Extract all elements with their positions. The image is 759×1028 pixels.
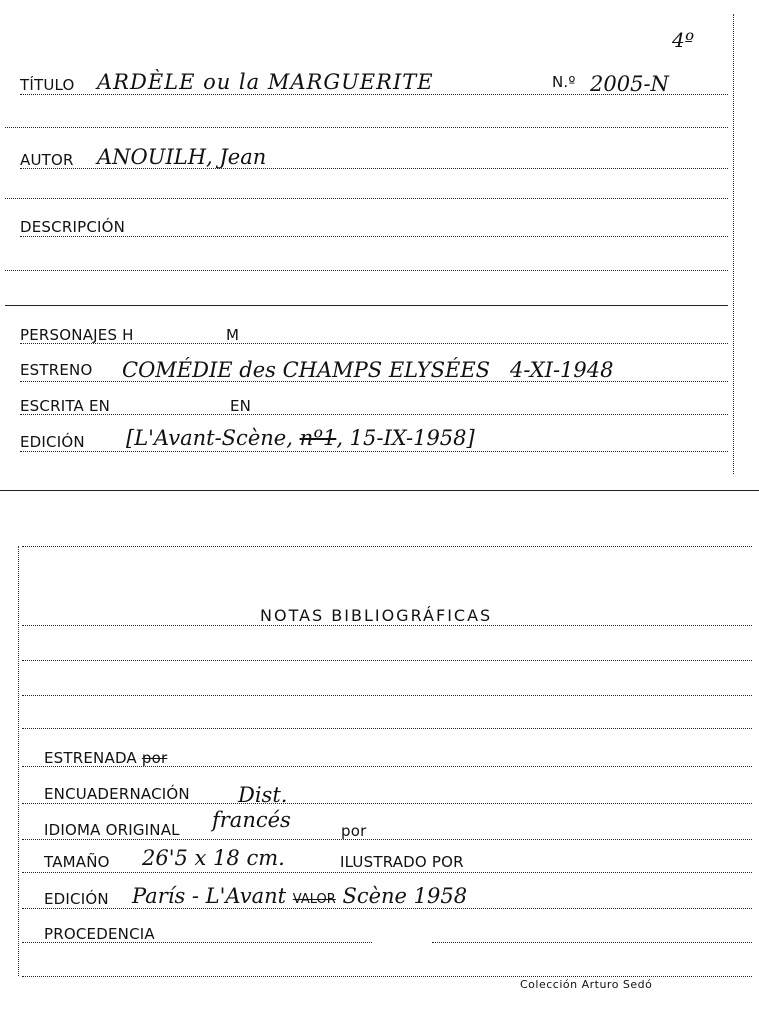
numero-value: 2005-N — [590, 72, 669, 96]
idioma-label: IDIOMA ORIGINAL — [44, 821, 180, 839]
autor-label: AUTOR — [20, 151, 74, 169]
rule-line — [22, 660, 752, 661]
rule-line — [22, 625, 752, 626]
edicion2-struck: VALOR — [292, 892, 336, 907]
estrenada-text: ESTRENADA — [44, 749, 137, 767]
edicion2-label: EDICIÓN — [44, 890, 109, 908]
card-bottom-edge — [22, 976, 752, 977]
estreno-date: 4-XI-1948 — [510, 358, 614, 382]
personajes-line — [20, 343, 728, 344]
personajes-label: PERSONAJES H — [20, 326, 134, 344]
por-label: por — [341, 822, 367, 840]
encuadernacion-value: Dist. — [238, 783, 288, 807]
procedencia-label: PROCEDENCIA — [44, 925, 155, 943]
notas-heading: NOTAS BIBLIOGRÁFICAS — [260, 606, 493, 625]
estreno-value: COMÉDIE des CHAMPS ELYSÉES — [122, 358, 491, 382]
estrenada-line — [22, 766, 752, 767]
encuadernacion-label: ENCUADERNACIÓN — [44, 785, 190, 803]
idioma-line — [22, 839, 752, 840]
procedencia-line — [22, 942, 372, 943]
card-top-right-edge — [733, 14, 734, 474]
edicion-label: EDICIÓN — [20, 433, 85, 451]
collection-footer: Colección Arturo Sedó — [520, 978, 653, 991]
titulo-line — [20, 94, 728, 95]
rule-line — [22, 728, 752, 729]
edicion-value-text: [L'Avant-Scène, — [126, 426, 293, 450]
descripcion-line — [20, 236, 728, 237]
estreno-label: ESTRENO — [20, 361, 93, 379]
estrenada-label — [44, 749, 167, 767]
ilustrado-label: ILUSTRADO POR — [340, 853, 464, 871]
procedencia-line-right — [432, 942, 752, 943]
titulo-label: TÍTULO — [20, 76, 75, 94]
edicion2-line — [22, 908, 752, 909]
rule-line — [5, 127, 728, 128]
card-bottom-left-edge — [18, 546, 19, 976]
escrita-en-label: ESCRITA EN — [20, 397, 111, 415]
edicion-line — [20, 451, 728, 452]
autor-value: ANOUILH, Jean — [97, 145, 267, 169]
escrita-en2-label: EN — [230, 397, 252, 415]
edicion2-value-text: París - L'Avant — [132, 884, 287, 908]
numero-label: N.º — [552, 73, 576, 91]
edicion2-value — [132, 884, 467, 908]
tamano-value: 26'5 x 18 cm. — [142, 846, 285, 870]
tamano-label: TAMAÑO — [44, 853, 110, 871]
edicion-tail: , 15-IX-1958] — [336, 426, 475, 450]
rule-line — [5, 198, 728, 199]
card-top-cut-line — [0, 490, 759, 491]
descripcion-label: DESCRIPCIÓN — [20, 218, 126, 236]
rule-line — [5, 305, 728, 306]
estreno-line — [20, 381, 728, 382]
personajes-m-label: M — [226, 326, 240, 344]
escrita-line — [20, 414, 728, 415]
edicion-value — [126, 426, 475, 450]
corner-number: 4º — [672, 28, 695, 52]
titulo-value: ARDÈLE ou la MARGUERITE — [97, 70, 434, 94]
card-bottom-top-edge — [22, 546, 752, 547]
estrenada-struck: por — [141, 749, 168, 767]
autor-line — [20, 168, 728, 169]
edicion2-tail: Scène 1958 — [342, 884, 468, 908]
rule-line — [5, 270, 728, 271]
tamano-line — [22, 872, 752, 873]
encuadernacion-line — [22, 803, 752, 804]
edicion-struck: nº1 — [299, 426, 337, 450]
rule-line — [22, 695, 752, 696]
idioma-value: francés — [212, 808, 291, 832]
